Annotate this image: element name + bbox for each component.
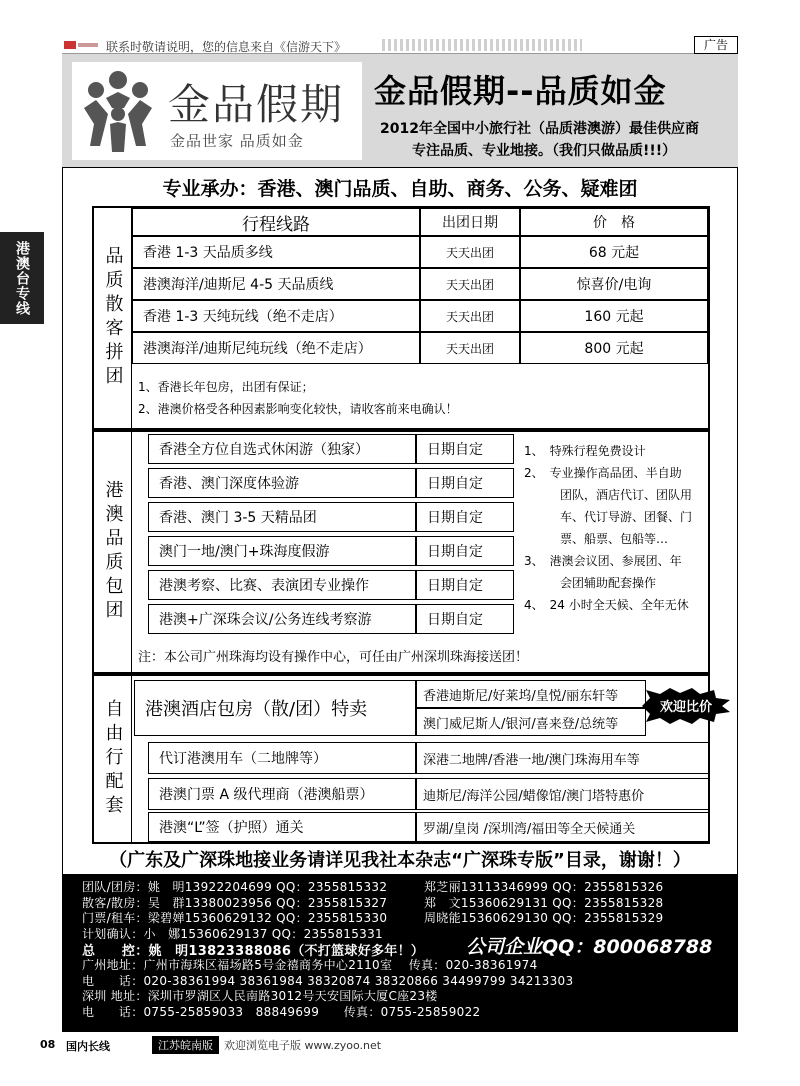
route-cell: 澳门一地/澳门+珠海度假游 (148, 536, 416, 566)
contact-left: 团队/团房：姚 明13922204699 QQ：2355815332 (82, 880, 388, 894)
route-cell: 港澳+广深珠会议/公务连线考察游 (148, 604, 416, 634)
guangzhou-phone (82, 972, 738, 988)
shenzhen-phone (82, 1003, 738, 1019)
website-link[interactable]: 欢迎浏览电子版 www.zyoo.net (224, 1039, 382, 1052)
category-side-tab: 港澳台专线 (0, 232, 44, 324)
banner-title: 金品假期--品质如金 (374, 72, 667, 110)
feature-line: 2、 专业操作高品团、半自助 (524, 466, 682, 480)
contact-left: 门票/租车：梁碧婵15360629132 QQ：2355815330 (82, 911, 388, 926)
date-cell: 天天出团 (420, 268, 520, 300)
price-cell: 68 元起 (520, 236, 708, 268)
company-qq: 公司企业QQ：800068788 (466, 936, 713, 958)
publication-logo (64, 39, 100, 51)
people-logo-icon (80, 68, 156, 154)
service-detail: 罗湖/皇岗 /深圳湾/福田等全天候通关 (416, 812, 710, 842)
feature-line: 1、 特殊行程免费设计 (524, 444, 646, 458)
banner-focus-line: 专注品质、专业地接。（我们只做品质!!!） (412, 143, 677, 159)
sz-phone-line: 电 话：0755-25859033 88849699 传真：0755-25859022 (82, 1004, 481, 1019)
shenzhen-address (82, 987, 738, 1003)
note-line: 1、香港长年包房，出团有保证； (138, 380, 314, 394)
route-cell: 香港、澳门 3-5 天精品团 (148, 502, 416, 532)
contact-row (82, 878, 738, 894)
page-footer (40, 1034, 738, 1054)
info-source-note: 联系时敬请说明，您的信息来自《信游天下》 (106, 40, 347, 54)
page-number: 08 (40, 1038, 56, 1051)
banner-award-line: 2012年全国中小旅行社（品质港澳游）最佳供应商 (380, 121, 699, 137)
date-cell: 天天出团 (420, 332, 520, 364)
service-detail: 迪斯尼/海洋公园/蜡像馆/澳门塔特惠价 (416, 778, 710, 810)
group-tour-notes (138, 376, 458, 420)
price-cell: 160 元起 (520, 300, 708, 332)
contact-left: 计划确认：小 娜15360629137 QQ：2355815331 (82, 926, 383, 941)
edition-label: 江苏皖南版 (152, 1036, 219, 1054)
date-cell: 日期自定 (416, 604, 514, 634)
brand-banner (62, 54, 738, 168)
contact-row (82, 909, 738, 925)
gz-address-line: 广州地址：广州市海珠区福场路5号金禧商务中心2110室 传真：020-38361974 (82, 957, 538, 972)
feature-line: 车、代订导游、团餐、门 (524, 510, 693, 524)
header-price: 价 格 (520, 208, 708, 236)
date-cell: 日期自定 (416, 434, 514, 464)
route-cell: 香港全方位自选式休闲游（独家） (148, 434, 416, 464)
compare-price-burst (640, 688, 732, 724)
contact-row (82, 894, 738, 910)
route-cell: 香港 1-3 天品质多线 (132, 236, 420, 268)
section-label: 港澳品质包团 (94, 432, 132, 672)
note-line: 2、港澳价格受各种因素影响变化较快，请收客前来电确认！ (138, 402, 458, 416)
service-item: 代订港澳用车（二地牌等） (148, 742, 416, 774)
date-cell: 日期自定 (416, 468, 514, 498)
private-tour-features (524, 440, 714, 616)
contact-right: 郑 文15360629131 QQ：2355815328 (424, 895, 664, 910)
date-cell: 天天出团 (420, 236, 520, 268)
route-cell: 香港 1-3 天纯玩线（绝不走店） (132, 300, 420, 332)
route-cell: 港澳海洋/迪斯尼 4-5 天品质线 (132, 268, 420, 300)
brand-name: 金品假期 (168, 80, 345, 129)
gz-phone-line: 电 话：020-38361994 38361984 38320874 38320866 34499799 34213303 (82, 973, 574, 988)
boss-line: 总 控：姚 明13823388086（不打篮球好多年！） (82, 944, 425, 960)
service-item: 港澳门票 A 级代理商（港澳船票） (148, 778, 416, 810)
feature-line: 4、 24 小时全天候、全年无休 (524, 598, 689, 612)
feature-line: 会团辅助配套操作 (524, 576, 657, 590)
date-cell: 日期自定 (416, 570, 514, 600)
route-cell: 香港、澳门深度体验游 (148, 468, 416, 498)
route-cell: 港澳考察、比赛、表演团专业操作 (148, 570, 416, 600)
brand-logo (72, 62, 362, 160)
service-detail: 深港二地牌/香港一地/澳门珠海用车等 (416, 742, 710, 774)
sz-address-line: 深圳 地址：深圳市罗湖区人民南路3012号天安国际大厦C座23楼 (82, 989, 438, 1004)
burst-text: 欢迎比价 (659, 700, 713, 715)
contact-right: 郑芝丽13113346999 QQ：2355815326 (424, 880, 664, 894)
route-cell: 港澳海洋/迪斯尼纯玩线（绝不走店） (132, 332, 420, 364)
top-header-bar (62, 36, 738, 54)
service-item: 港澳“L”签（护照）通关 (148, 812, 416, 842)
feature-line: 团队，酒店代订、团队用 (524, 488, 693, 502)
header-route: 行程线路 (132, 208, 420, 236)
date-cell: 天天出团 (420, 300, 520, 332)
header-date: 出团日期 (420, 208, 520, 236)
feature-line: 票、船票、包船等… (524, 532, 669, 546)
operations-note: 注：本公司广州珠海均设有操作中心，可任由广州深圳珠海接送团！ (138, 650, 529, 665)
contact-left: 散客/散房：吴 群13380023956 QQ：2355815327 (82, 895, 388, 910)
section-name: 国内长线 (66, 1040, 110, 1053)
contact-block (62, 874, 738, 1032)
feature-line: 3、 港澳会议团、参展团、年 (524, 554, 682, 568)
price-cell: 800 元起 (520, 332, 708, 364)
price-cell: 惊喜价/电询 (520, 268, 708, 300)
date-cell: 日期自定 (416, 536, 514, 566)
decorative-pattern (382, 39, 582, 51)
contact-right: 周晓能15360629130 QQ：2355815329 (424, 911, 664, 926)
reference-note: （广东及广深珠地接业务请详见我社本杂志“广深珠专版”目录，谢谢！） (109, 850, 691, 871)
section-label: 自由行配套 (94, 676, 132, 842)
section-label: 品质散客拼团 (94, 208, 132, 428)
date-cell: 日期自定 (416, 502, 514, 532)
hotel-line-macau: 澳门威尼斯人/银河/喜来登/总统等 (416, 708, 646, 736)
brand-slogan: 金品世家 品质如金 (170, 132, 304, 150)
service-headline: 专业承办：香港、澳门品质、自助、商务、公务、疑难团 (162, 178, 638, 200)
hotel-line-hk: 香港迪斯尼/好莱坞/皇悦/丽东轩等 (416, 680, 646, 708)
ad-label: 广告 (694, 36, 738, 54)
hotel-offer-title: 港澳酒店包房（散/团）特卖 (134, 680, 416, 736)
